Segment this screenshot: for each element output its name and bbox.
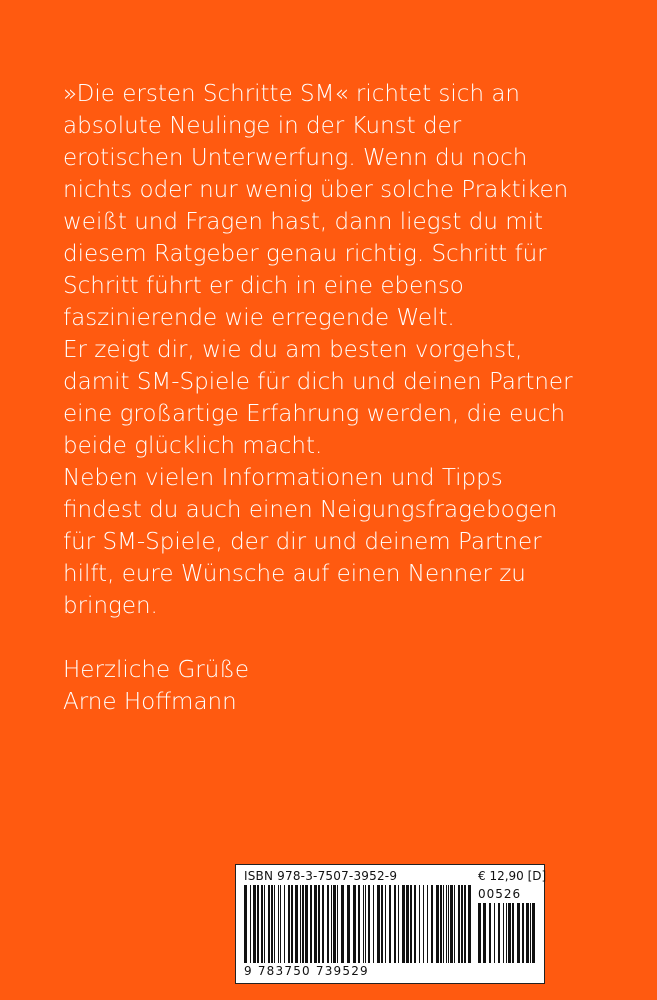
barcode-bar	[443, 885, 444, 963]
barcode-bar	[461, 885, 463, 963]
addon-barcode-icon	[478, 903, 536, 963]
barcode-bar	[318, 885, 320, 963]
barcode-bar	[385, 885, 386, 963]
barcode-bar	[264, 885, 265, 963]
barcode-bar	[406, 885, 409, 963]
blurb-line: damit SM-Spiele für dich und deinen Partner	[63, 369, 573, 395]
barcode-bar	[322, 885, 324, 963]
paragraph-gap	[63, 622, 643, 654]
barcode-bar	[268, 885, 270, 963]
barcode-bar	[446, 885, 447, 963]
barcode-bar	[274, 885, 275, 963]
barcode-bar	[394, 885, 396, 963]
barcode-bar	[327, 885, 329, 963]
blurb-line: erotischen Unterwerfung. Wenn du noch	[63, 145, 528, 171]
blurb-line: Neben vielen Informationen und Tipps	[63, 465, 503, 491]
barcode-bar	[464, 885, 466, 963]
barcode-bar	[431, 885, 433, 963]
barcode-bar	[358, 885, 360, 963]
blurb-line: Schritt führt er dich in eine ebenso	[63, 273, 464, 299]
barcode-bar	[402, 885, 405, 963]
barcode-bar	[295, 885, 298, 963]
barcode-bar	[410, 885, 412, 963]
barcode-icon	[244, 885, 472, 963]
barcode-bar	[244, 885, 247, 963]
barcode-bar	[310, 885, 312, 963]
barcode-bar	[498, 903, 500, 963]
barcode-bar	[532, 903, 535, 963]
barcode-bar	[337, 885, 338, 963]
barcode-bar	[448, 885, 449, 963]
barcode-bar	[314, 885, 317, 963]
barcode-bar	[440, 885, 442, 963]
barcode-bar	[341, 885, 344, 963]
price: € 12,90 [D]	[478, 869, 547, 883]
barcode-bar	[261, 885, 263, 963]
barcode-bar	[512, 903, 514, 963]
barcode-bar	[302, 885, 304, 963]
barcode-bar	[331, 885, 332, 963]
barcode-bar	[373, 885, 374, 963]
barcode-digits: 9 783750 739529	[244, 964, 369, 978]
barcode-bar	[253, 885, 256, 963]
barcode-bar	[291, 885, 293, 963]
barcode-bar	[389, 885, 391, 963]
greeting: Herzliche Grüße	[63, 657, 249, 683]
barcode-bar	[494, 903, 495, 963]
barcode-bar	[280, 885, 281, 963]
barcode-bar	[257, 885, 259, 963]
barcode-bar	[450, 885, 453, 963]
blurb-text	[63, 78, 643, 718]
barcode-bar	[483, 903, 486, 963]
barcode-bar	[526, 903, 529, 963]
barcode-bar	[530, 903, 531, 963]
barcode-bar	[468, 885, 471, 963]
barcode-bar	[427, 885, 428, 963]
blurb-line: Er zeigt dir, wie du am besten vorgehst,	[63, 337, 523, 363]
barcode-bar	[436, 885, 439, 963]
blurb-line: absolute Neulinge in der Kunst der	[63, 113, 462, 139]
barcode-bar	[347, 885, 350, 963]
barcode-bar	[365, 885, 366, 963]
blurb-line: weißt und Fragen hast, dann liegst du mit	[63, 209, 544, 235]
barcode-bar	[333, 885, 336, 963]
barcode-bar	[353, 885, 356, 963]
barcode-bar	[250, 885, 251, 963]
barcode-bar	[284, 885, 285, 963]
isbn-number: ISBN 978-3-7507-3952-9	[244, 869, 398, 883]
barcode-bar	[419, 885, 420, 963]
barcode-bar	[305, 885, 308, 963]
barcode-bar	[288, 885, 290, 963]
barcode-bar	[271, 885, 273, 963]
barcode-bar	[414, 885, 416, 963]
barcode-bar	[454, 885, 455, 963]
barcode-bar	[368, 885, 370, 963]
barcode-bar	[489, 903, 491, 963]
barcode-bar	[423, 885, 424, 963]
barcode-bar	[458, 885, 460, 963]
barcode-bar	[381, 885, 383, 963]
blurb-line: bringen.	[63, 593, 158, 619]
barcode-bar	[503, 903, 504, 963]
barcode-bar	[506, 903, 507, 963]
blurb-line: eine großartige Erfahrung werden, die euch	[63, 401, 566, 427]
addon-code: 00526	[478, 887, 522, 901]
barcode-bar	[363, 885, 364, 963]
blurb-line: findest du auch einen Neigungsfragebogen	[63, 497, 558, 523]
barcode-bar	[300, 885, 301, 963]
author-name: Arne Hoffmann	[63, 689, 237, 715]
blurb-line: faszinierende wie erregende Welt.	[63, 305, 455, 331]
blurb-line: »Die ersten Schritte SM« richtet sich an	[63, 81, 521, 107]
barcode-label	[235, 864, 545, 984]
barcode-bar	[522, 903, 524, 963]
blurb-line: diesem Ratgeber genau richtig. Schritt für	[63, 241, 547, 267]
barcode-bar	[398, 885, 399, 963]
blurb-line: beide glücklich macht.	[63, 433, 323, 459]
barcode-bar	[517, 903, 520, 963]
blurb-line: für SM-Spiele, der dir und deinem Partner	[63, 529, 542, 555]
barcode-bar	[478, 903, 481, 963]
blurb-line: nichts oder nur wenig über solche Praktiken	[63, 177, 569, 203]
barcode-bar	[377, 885, 380, 963]
barcode-bar	[278, 885, 279, 963]
blurb-line: hilft, eure Wünsche auf einen Nenner zu	[63, 561, 526, 587]
barcode-bar	[508, 903, 511, 963]
